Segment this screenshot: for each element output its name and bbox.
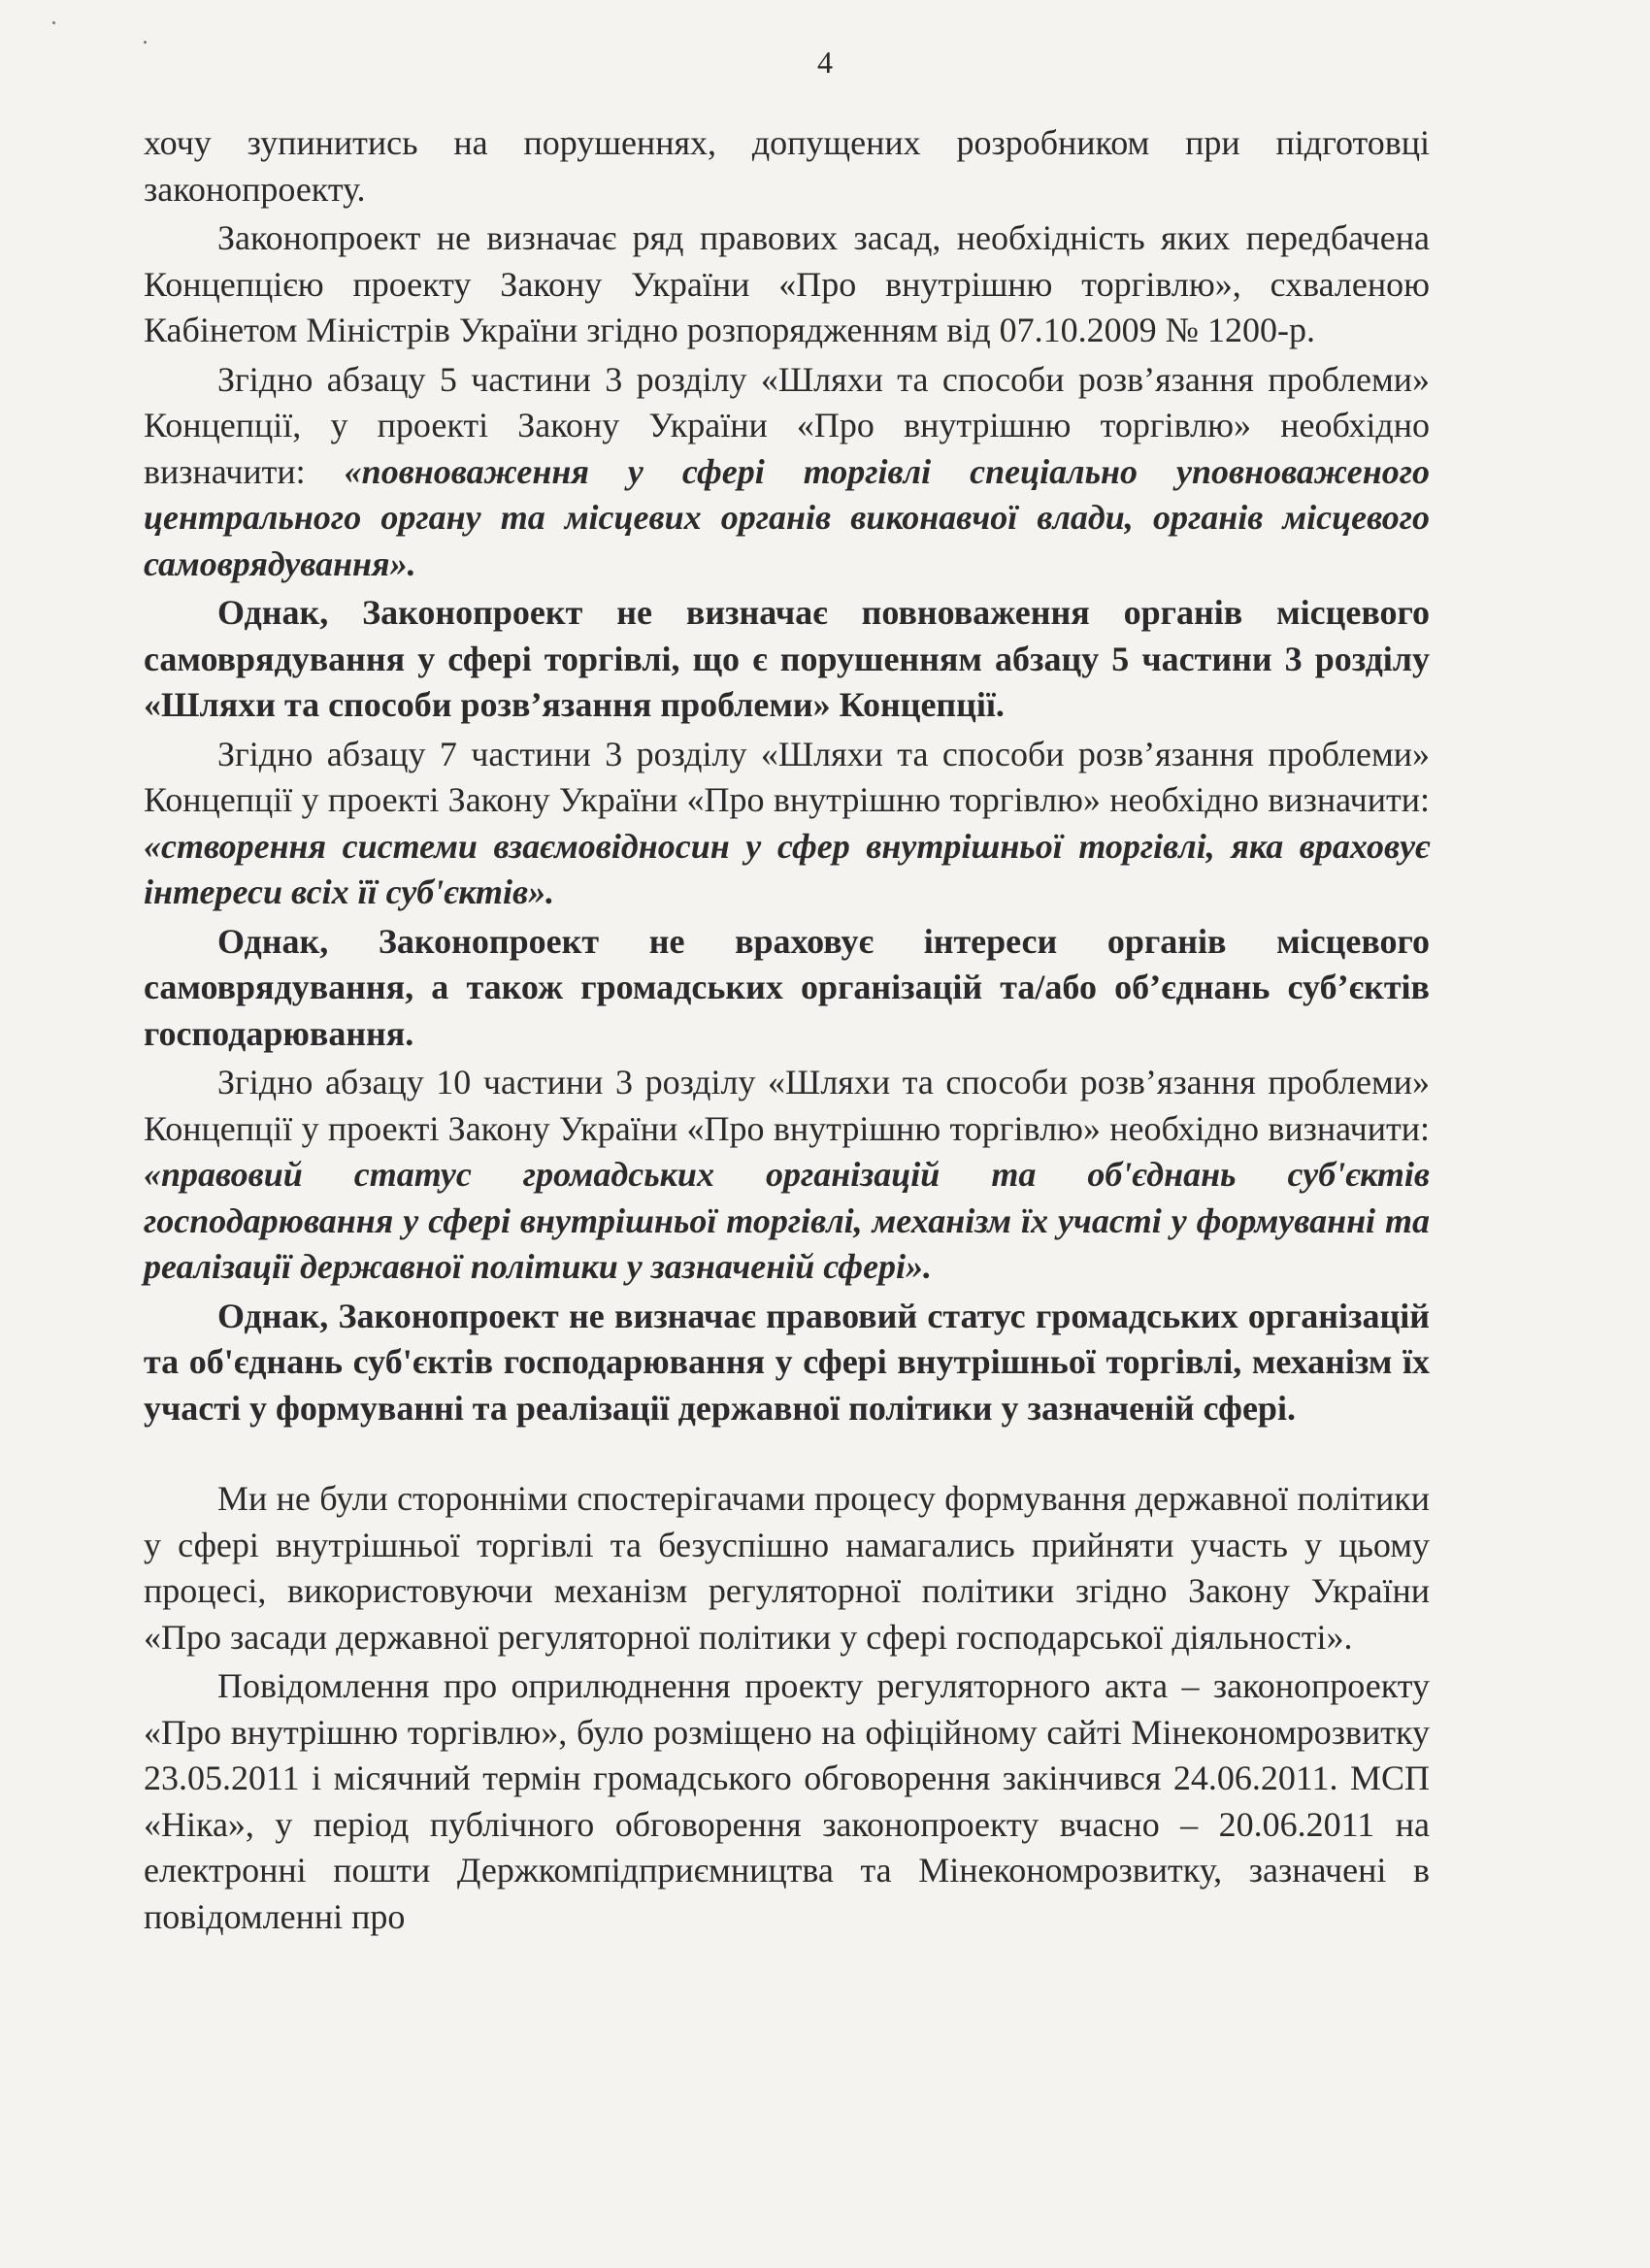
paragraph-gap [144, 1434, 1430, 1476]
scan-speck [52, 21, 55, 24]
paragraph-concept-clause-5 [144, 357, 1430, 588]
paragraph-violation-1: Однак, Законопроект не визначає повноваження органів місцевого самоврядування у сфері торгівлі, що є порушенням абзацу 5 частини 3 розділу «Шляхи та способи розв’язання проблеми» Концепції. [144, 593, 1430, 724]
paragraph-continuation: хочу зупинитись на порушеннях, допущених розробником при підготовці законопроекту. [144, 123, 1430, 209]
paragraph-text: Згідно абзацу 5 частини 3 розділу «Шляхи та способи розв’язання проблеми» Концепції, у проекті Закону України «Про внутрішню торгівлю» необхідно визначити: [144, 359, 1430, 491]
paragraph-violation-3: Однак, Законопроект не визначає правовий статус громадських організацій та об'єднань суб'єктів господарювання у сфері внутрішньої торгівлі, механізм їх участі у формуванні та реалізації державної політики у зазначеній сфері. [144, 1296, 1430, 1428]
paragraph-violation-2: Однак, Законопроект не враховує інтереси органів місцевого самоврядування, а також громадських організацій та/або об’єднань суб’єктів господарювання. [144, 921, 1430, 1053]
concept-quote: «створення системи взаємовідносин у сфер внутрішньої торгівлі, яка враховує інтереси всіх її суб'єктів». [144, 826, 1430, 911]
concept-quote: «повноваження у сфері торгівлі спеціально уповноваженого центрального органу та місцевих органів виконавчої влади, органів місцевого самоврядування». [144, 451, 1430, 583]
paragraph-concept-clause-7 [144, 732, 1430, 916]
paragraph-participation: Ми не були сторонніми спостерігачами процесу формування державної політики у сфері внутрішньої торгівлі та безуспішно намагались прийняти участь у цьому процесі, використовуючи механізм регуляторної політики згідно Закону України «Про засади державної регуляторної політики у сфері господарської діяльності». [144, 1479, 1430, 1657]
concept-quote: «правовий статус громадських організацій та об'єднань суб'єктів господарювання у сфері внутрішньої торгівлі, механізм їх участі у формуванні та реалізації державної політики у зазначеній сфері». [144, 1155, 1430, 1286]
paragraph-text: Згідно абзацу 10 частини 3 розділу «Шляхи та способи розв’язання проблеми» Концепції у проекті Закону України «Про внутрішню торгівлю» необхідно визначити: [144, 1063, 1430, 1148]
paragraph-legal-basis: Законопроект не визначає ряд правових засад, необхідність яких передбачена Концепцією проекту Закону України «Про внутрішню торгівлю», схваленою Кабінетом Міністрів України згідно розпорядженням від 07.10.2009 № 1200-р. [144, 218, 1430, 349]
paragraph-concept-clause-10 [144, 1060, 1430, 1291]
document-body [144, 120, 1430, 1943]
paragraph-notice: Повідомлення про оприлюднення проекту регуляторного акта – законопроекту «Про внутрішню торгівлю», було розміщено на офіційному сайті Мінекономрозвитку 23.05.2011 і місячний термін громадського обговорення закінчився 24.06.2011. МСП «Ніка», у період публічного обговорення законопроекту вчасно – 20.06.2011 на електронні пошти Держкомпідприємництва та Мінекономрозвитку, зазначені в повідомленні про [144, 1666, 1430, 1936]
page-number: 4 [817, 45, 833, 80]
paragraph-text: Згідно абзацу 7 частини 3 розділу «Шляхи та способи розв’язання проблеми» Концепції у проекті Закону України «Про внутрішню торгівлю» необхідно визначити: [144, 734, 1430, 819]
